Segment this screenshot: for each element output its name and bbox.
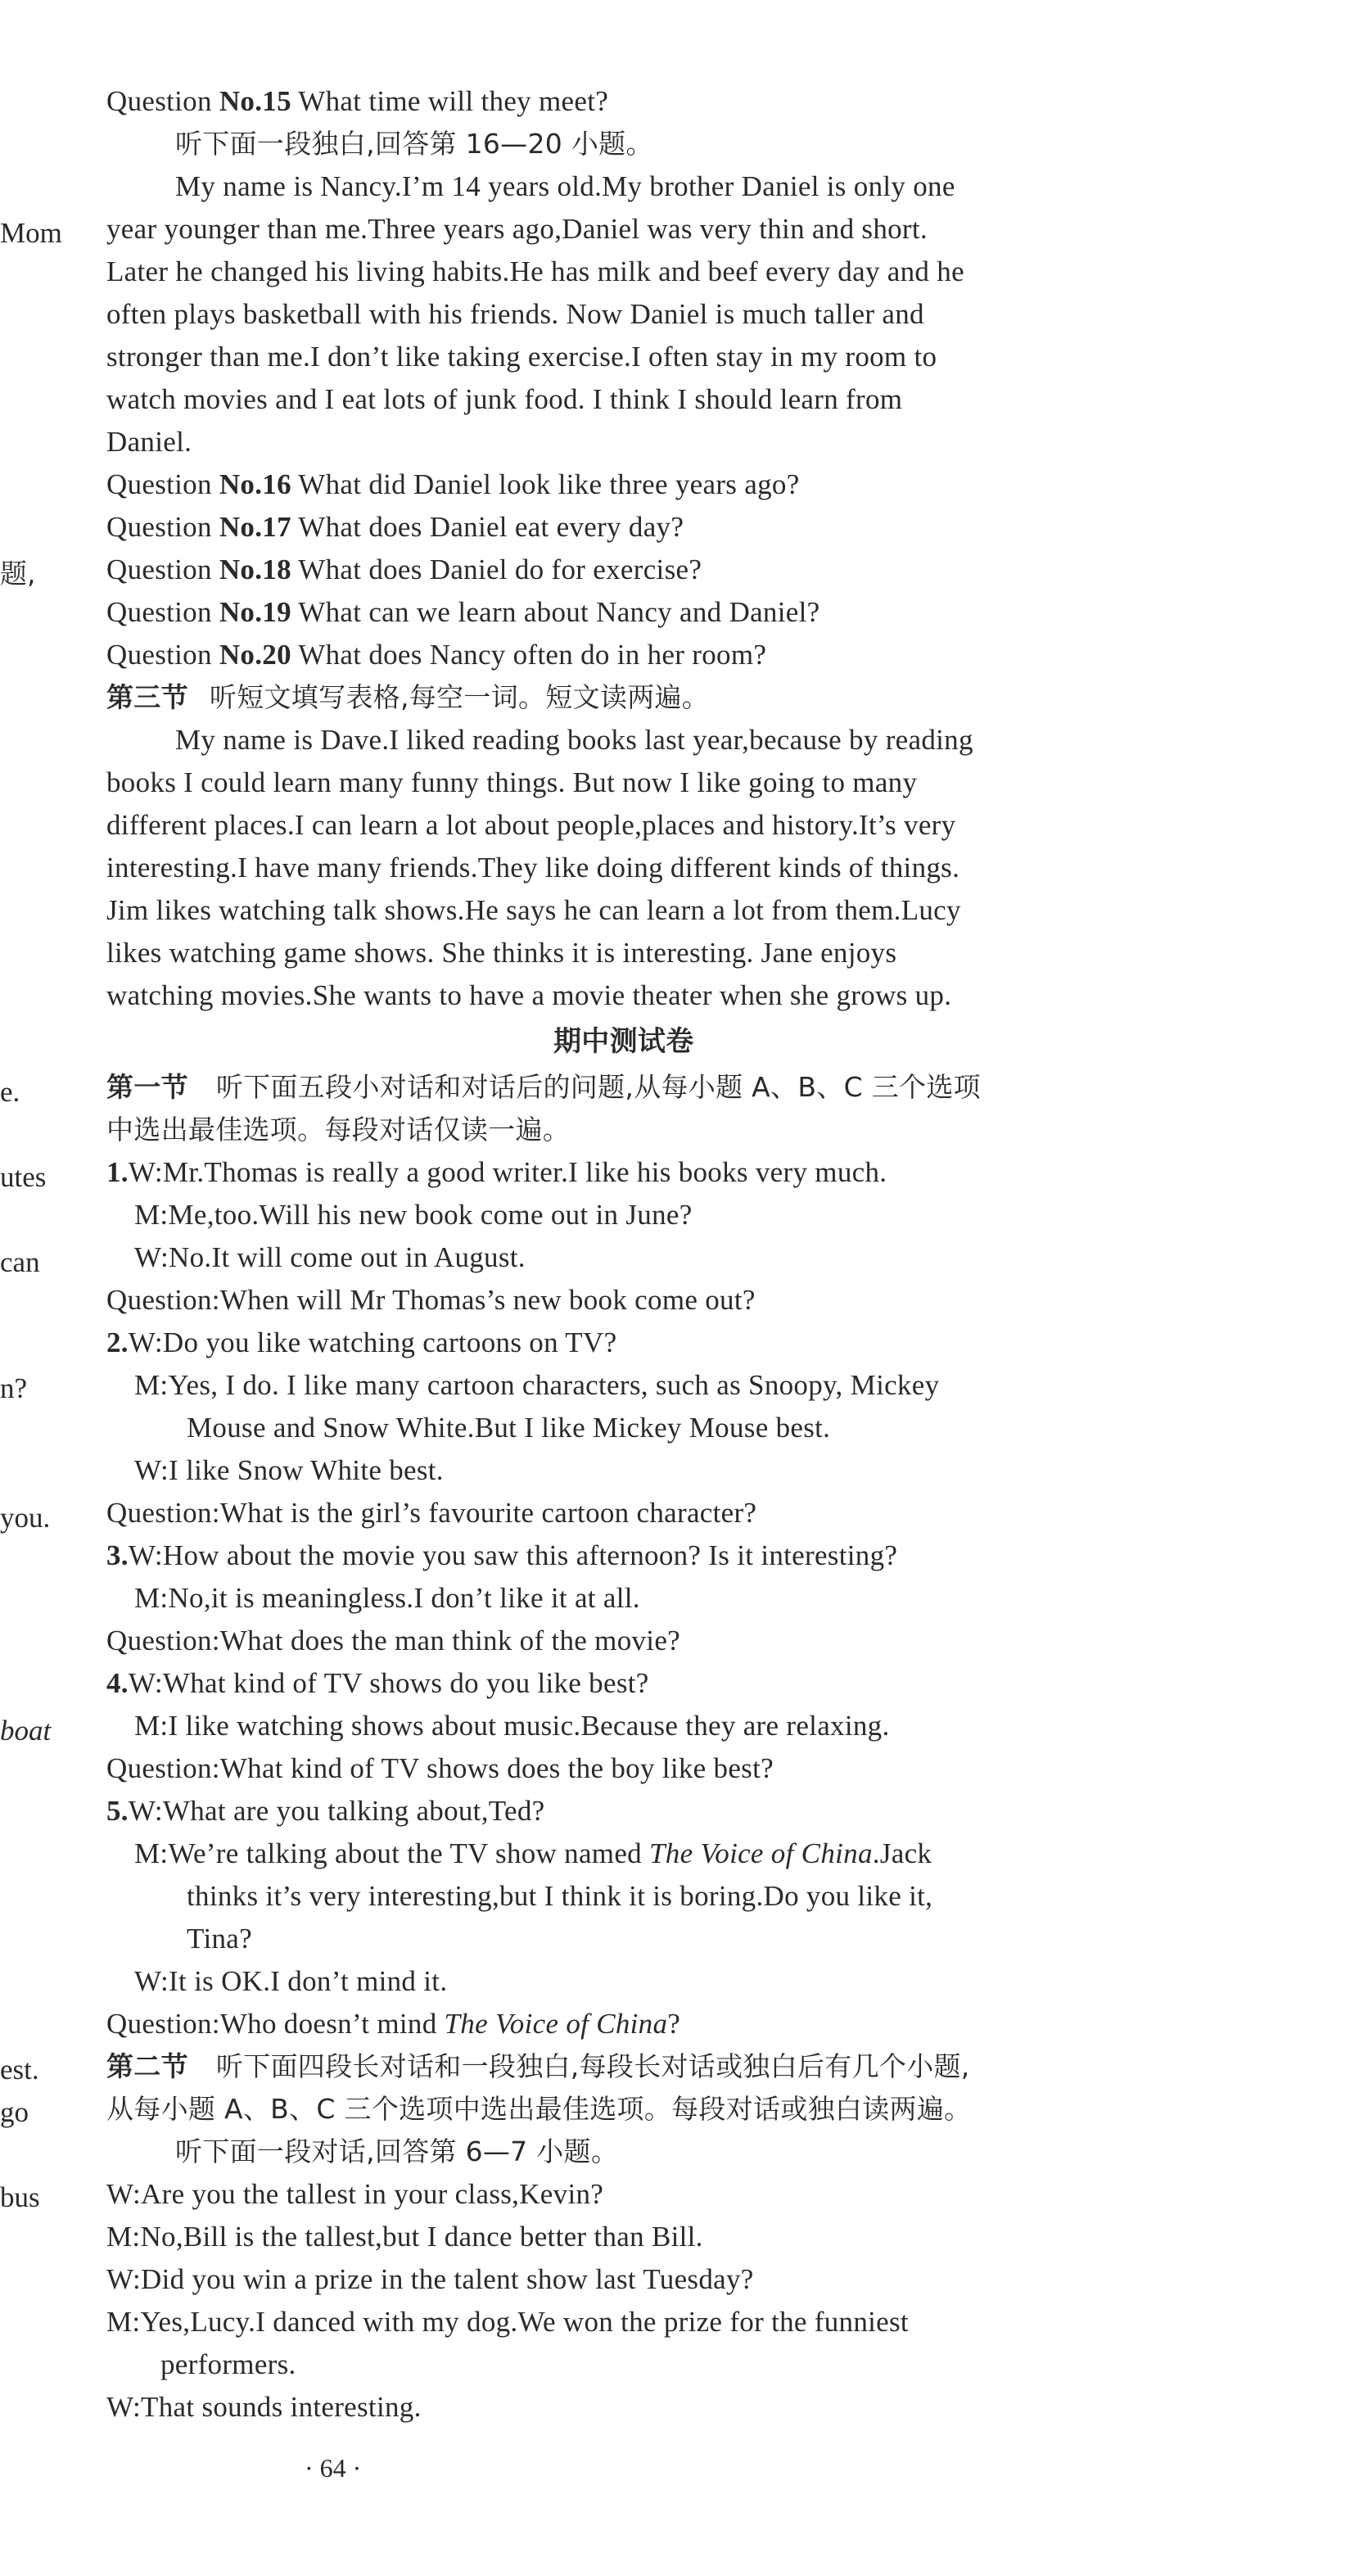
dialogue5-w1: 5.W:What are you talking about,Ted? [106,1795,545,1827]
midterm-section2-sub-instruction: 听下面一段对话,回答第 6—7 小题。 [175,2135,619,2167]
margin-fragment: est. [0,2054,39,2086]
margin-fragment: you. [0,1502,51,1534]
dialogue2-w1: 2.W:Do you like watching cartoons on TV? [106,1326,617,1358]
dialogue4-w1: 4.W:What kind of TV shows do you like best? [106,1667,649,1699]
show-title: The Voice of China [649,1837,873,1869]
section3-heading: 第三节 [106,681,188,713]
margin-fragment: Mom [0,217,62,249]
margin-fragment: go [0,2096,29,2128]
long-dialogue-line: W:That sounds interesting. [106,2391,422,2423]
dialogue3-question: Question:What does the man think of the movie? [106,1625,680,1656]
dialogue5-m1: M:We’re talking about the TV show named The Voice of China.Jack [134,1837,932,1869]
passage-line: Jim likes watching talk shows.He says he can learn a lot from them.Lucy [106,894,961,926]
midterm-section1-line2: 中选出最佳选项。每段对话仅读一遍。 [106,1114,571,1146]
dialogue3-m1: M:No,it is meaningless.I don’t like it at all. [134,1582,640,1614]
margin-fragment: bus [0,2181,40,2213]
dialogue2-m1-cont: Mouse and Snow White.But I like Mickey Mouse best. [187,1412,831,1444]
dialogue1-question: Question:When will Mr Thomas’s new book come out? [106,1284,756,1316]
dialogue2-m1: M:Yes, I do. I like many cartoon characters, such as Snoopy, Mickey [134,1369,940,1401]
margin-fragment: can [0,1246,40,1278]
midterm-section2-line2: 从每小题 A、B、C 三个选项中选出最佳选项。每段对话或独白读两遍。 [106,2093,972,2125]
section3-instruction: 听短文填写表格,每空一词。短文读两遍。 [209,681,710,713]
monologue-instruction: 听下面一段独白,回答第 16—20 小题。 [175,128,653,160]
dialogue2-question: Question:What is the girl’s favourite cartoon character? [106,1497,757,1529]
margin-fragment: boat [0,1715,52,1747]
dialogue1-w1: 1.W:Mr.Thomas is really a good writer.I like his books very much. [106,1156,887,1188]
question-19: Question No.19 What can we learn about Nancy and Daniel? [106,596,820,628]
margin-fragment: e. [0,1076,20,1108]
dialogue1-w2: W:No.It will come out in August. [134,1241,526,1273]
dialogue1-m1: M:Me,too.Will his new book come out in June? [134,1199,693,1231]
monologue-line: year younger than me.Three years ago,Daniel was very thin and short. [106,213,928,245]
dialogue5-question: Question:Who doesn’t mind The Voice of China? [106,2008,681,2040]
show-title: The Voice of China [444,2008,668,2040]
passage-line: interesting.I have many friends.They like doing different kinds of things. [106,852,960,884]
dialogue3-w1: 3.W:How about the movie you saw this afternoon? Is it interesting? [106,1539,898,1571]
question-17: Question No.17 What does Daniel eat every day? [106,511,684,543]
margin-fragment: n? [0,1372,28,1404]
monologue-line: stronger than me.I don’t like taking exercise.I often stay in my room to [106,341,937,373]
midterm-section2-line1: 第二节 听下面四段长对话和一段独白,每段长对话或独白后有几个小题, [106,2050,970,2082]
passage-line: watching movies.She wants to have a movie theater when she grows up. [106,979,952,1011]
midterm-section1-line1: 第一节 听下面五段小对话和对话后的问题,从每小题 A、B、C 三个选项 [106,1071,981,1103]
question-15: Question No.15 What time will they meet? [106,85,609,117]
midterm-section2-heading: 第二节 [106,2050,188,2082]
monologue-line: My name is Nancy.I’m 14 years old.My brother Daniel is only one [175,170,955,202]
passage-line: different places.I can learn a lot about people,places and history.It’s very [106,809,956,841]
question-20: Question No.20 What does Nancy often do in her room? [106,639,767,671]
question-16: Question No.16 What did Daniel look like three years ago? [106,468,800,500]
long-dialogue-line: M:No,Bill is the tallest,but I dance better than Bill. [106,2221,703,2253]
long-dialogue-line: performers. [160,2348,296,2380]
dialogue5-m1-cont: thinks it’s very interesting,but I think it is boring.Do you like it, [187,1880,933,1912]
question-18: Question No.18 What does Daniel do for exercise? [106,554,702,585]
midterm-section1-heading: 第一节 [106,1071,188,1103]
dialogue2-w2: W:I like Snow White best. [134,1454,444,1486]
monologue-line: watch movies and I eat lots of junk food. I think I should learn from [106,383,903,415]
passage-line: books I could learn many funny things. But now I like going to many [106,766,918,798]
passage-line: My name is Dave.I liked reading books last year,because by reading [175,724,973,756]
margin-fragment: 题, [0,558,36,590]
margin-fragment: utes [0,1161,47,1193]
dialogue5-w2: W:It is OK.I don’t mind it. [134,1965,448,1997]
long-dialogue-line: M:Yes,Lucy.I danced with my dog.We won the prize for the funniest [106,2306,909,2338]
long-dialogue-line: W:Did you win a prize in the talent show last Tuesday? [106,2263,754,2295]
monologue-line: Daniel. [106,426,192,458]
dialogue4-m1: M:I like watching shows about music.Because they are relaxing. [134,1710,890,1742]
page-number: · 64 · [305,2453,362,2483]
monologue-line: Later he changed his living habits.He has milk and beef every day and he [106,255,964,287]
long-dialogue-line: W:Are you the tallest in your class,Kevin? [106,2178,604,2210]
dialogue5-m1-cont2: Tina? [187,1923,252,1955]
dialogue4-question: Question:What kind of TV shows does the boy like best? [106,1752,774,1784]
midterm-title: 期中测试卷 [553,1025,694,1058]
section3-heading-line [106,676,709,719]
monologue-line: often plays basketball with his friends. Now Daniel is much taller and [106,298,924,330]
passage-line: likes watching game shows. She thinks it is interesting. Jane enjoys [106,937,897,969]
